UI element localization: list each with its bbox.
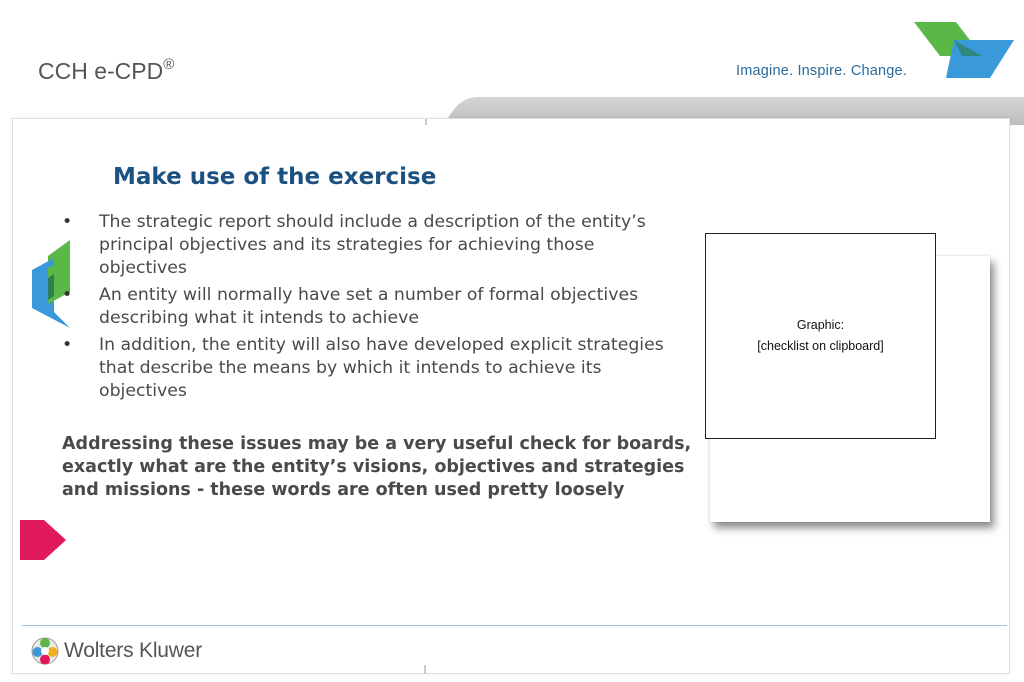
callout-text: Addressing these issues may be a very useful check for boards, exactly what are the entity’s visions, objectives and strategies and missions - these words are often used pretty loosely xyxy=(62,434,692,500)
brand-logo xyxy=(38,58,174,85)
list-item xyxy=(62,334,682,403)
list-item xyxy=(62,211,682,280)
brand-name: CCH e-CPD xyxy=(38,58,164,84)
registered-mark: ® xyxy=(163,56,175,73)
slide-title: Make use of the exercise xyxy=(113,164,437,190)
footer-tick xyxy=(424,665,426,674)
bullet-text: In addition, the entity will also have developed explicit strategies that describe the means by which it intends to achieve its objectives xyxy=(99,335,664,401)
bullet-list xyxy=(62,211,682,407)
graphic-description: [checklist on clipboard] xyxy=(757,339,884,353)
pink-arrow-icon xyxy=(18,516,68,564)
bullet-text: The strategic report should include a description of the entity’s principal objectives and its strategies for achieving those objectives xyxy=(99,212,646,278)
graphic-placeholder xyxy=(705,233,936,439)
bullet-marker: • xyxy=(62,335,73,355)
logo-chevron-icon xyxy=(900,18,1018,80)
tagline: Imagine. Inspire. Change. xyxy=(736,63,908,79)
company-name: Wolters Kluwer xyxy=(64,639,203,662)
list-item xyxy=(62,284,682,330)
graphic-label: Graphic: xyxy=(796,318,845,332)
footer-logo xyxy=(30,636,202,666)
bullet-text: An entity will normally have set a number of formal objectives describing what it intends to achieve xyxy=(99,285,639,328)
footer-divider xyxy=(22,625,1007,626)
bullet-marker: • xyxy=(62,212,73,232)
bullet-marker: • xyxy=(62,285,73,305)
globe-icon xyxy=(30,636,60,666)
